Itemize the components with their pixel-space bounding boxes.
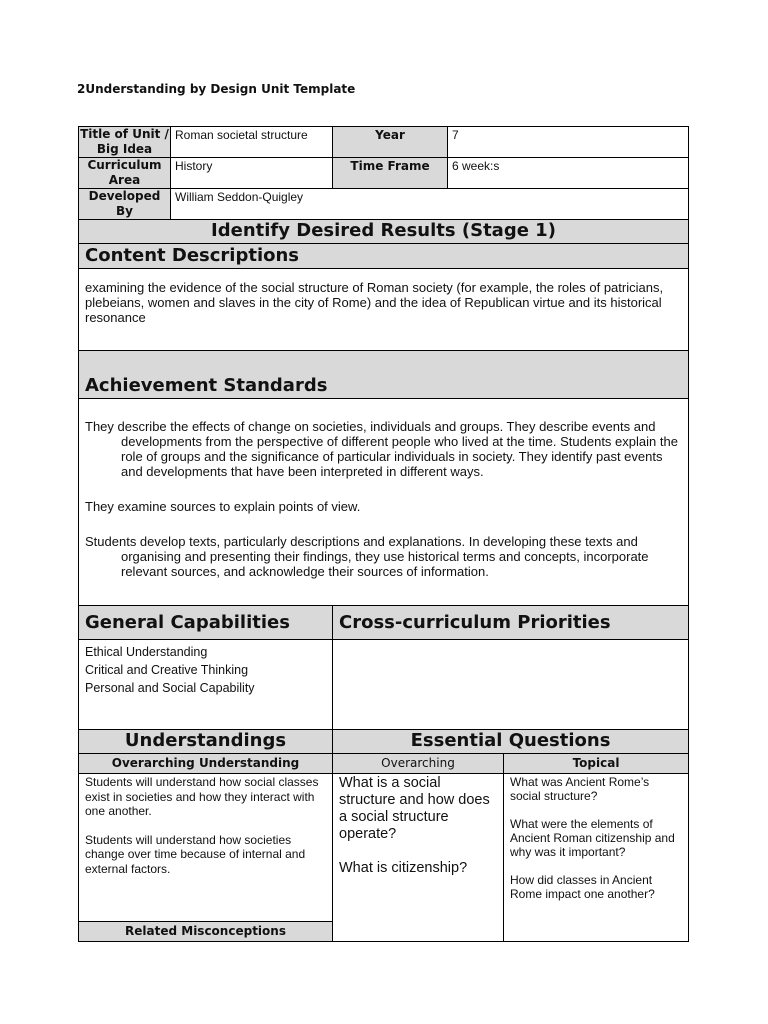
understandings-heading-row [79, 730, 689, 754]
year-value: 7 [448, 127, 689, 158]
cross-curriculum-heading: Cross-curriculum Priorities [333, 606, 689, 640]
achievement-standards-body [79, 399, 689, 606]
achievement-paragraph: Students develop texts, particularly descriptions and explanations. In developing these texts and organising and presenting their findings, they use historical terms and concepts, incorporate relevant sources, and acknowledge their sources of information. [85, 534, 649, 579]
achievement-standards-heading: Achievement Standards [79, 351, 689, 399]
capabilities-row [79, 640, 689, 730]
achievement-standards-row [79, 399, 689, 606]
stage1-heading: Identify Desired Results (Stage 1) [79, 220, 689, 244]
understanding-paragraph: Students will understand how societies change over time because of internal and external factors. [85, 832, 306, 876]
capability-item: Ethical Understanding [85, 645, 208, 659]
achievement-paragraph: They examine sources to explain points of view. [85, 499, 361, 514]
understandings-heading: Understandings [79, 730, 333, 754]
curriculum-area-label: Curriculum Area [79, 158, 171, 189]
time-frame-label: Time Frame [333, 158, 448, 189]
title-of-unit-label: Title of Unit / Big Idea [80, 127, 169, 156]
developed-by-label: Developed By [79, 189, 171, 220]
topical-questions-label: Topical [504, 754, 689, 774]
achievement-standards-heading-row [79, 351, 689, 399]
developed-by-row [79, 189, 689, 220]
general-capabilities-heading: General Capabilities [79, 606, 333, 640]
document-title: 2Understanding by Design Unit Template [77, 82, 356, 96]
developed-by-value: William Seddon-Quigley [171, 189, 689, 220]
title-row [79, 127, 689, 158]
essential-questions-heading: Essential Questions [333, 730, 689, 754]
understanding-paragraph: Students will understand how social classes exist in societies and how they interact with one another. [85, 775, 319, 818]
unit-template-table [78, 126, 689, 942]
overarching-question: What is a social structure and how does a social structure operate? [339, 775, 490, 842]
understandings-row [79, 774, 689, 922]
subheading-row [79, 754, 689, 774]
content-descriptions-heading: Content Descriptions [79, 244, 689, 269]
year-label: Year [333, 127, 448, 158]
topical-question: How did classes in Ancient Rome impact one another? [510, 873, 655, 901]
capabilities-heading-row [79, 606, 689, 640]
stage1-row [79, 220, 689, 244]
overarching-question: What is citizenship? [339, 860, 468, 876]
topical-questions-body [504, 774, 689, 942]
time-frame-value: 6 week:s [448, 158, 689, 189]
curriculum-row [79, 158, 689, 189]
cross-curriculum-body [333, 640, 689, 730]
general-capabilities-list [79, 640, 333, 730]
curriculum-area-value: History [171, 158, 333, 189]
content-descriptions-heading-row [79, 244, 689, 269]
overarching-questions-label: Overarching [333, 754, 504, 774]
capability-item: Critical and Creative Thinking [85, 663, 249, 677]
content-descriptions-text: examining the evidence of the social structure of Roman society (for example, the roles of patricians, plebeians, women and slaves in the city of Rome) and the idea of Republican virtue and its historical resonance [79, 269, 689, 351]
title-of-unit-value: Roman societal structure [171, 127, 333, 158]
capability-item: Personal and Social Capability [85, 681, 255, 695]
achievement-paragraph: They describe the effects of change on societies, individuals and groups. They describe events and developments from the perspective of different people who lived at the time. Students explain the role of groups and the significance of particular individuals in society. They identify past events and developments that have been interpreted in different ways. [85, 419, 678, 479]
overarching-understanding-body [79, 774, 333, 922]
related-misconceptions-label: Related Misconceptions [79, 922, 333, 942]
overarching-questions-body [333, 774, 504, 942]
topical-question: What were the elements of Ancient Roman citizenship and why was it important? [510, 817, 675, 859]
content-descriptions-row [79, 269, 689, 351]
overarching-understanding-label: Overarching Understanding [79, 754, 333, 774]
topical-question: What was Ancient Rome’s social structure? [510, 775, 650, 803]
